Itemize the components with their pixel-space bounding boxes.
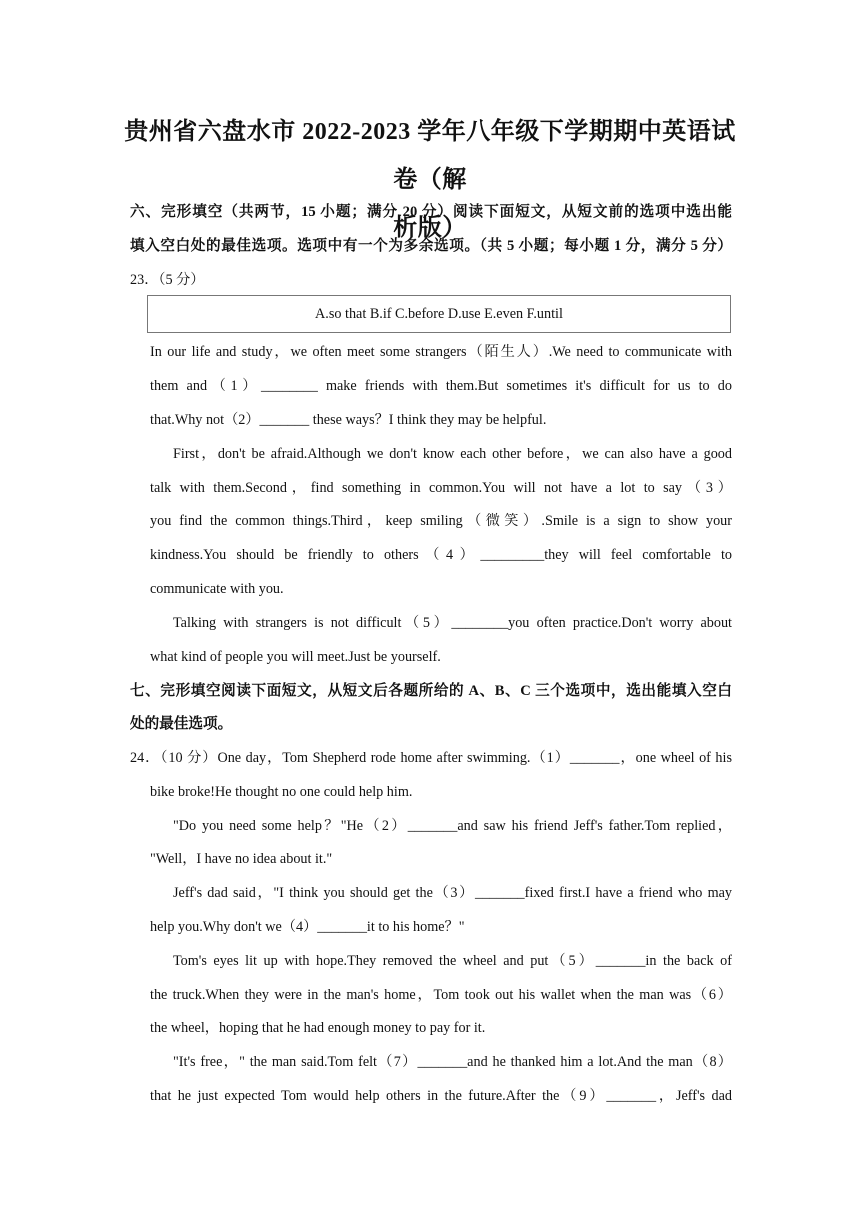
q23-line: In our life and study，we often meet some strangers（陌生人）.We need to communicate with — [150, 344, 732, 360]
q23-line: Talking with strangers is not difficult（5）________you often practice.Don't worry about — [173, 615, 732, 631]
q24-line: Tom's eyes lit up with hope.They removed the wheel and put（5）_______in the back of — [173, 953, 732, 969]
q24-line: 24．（10 分）One day，Tom Shepherd rode home after swimming.（1）_______，one wheel of his — [130, 750, 732, 766]
options-box: A.so that B.if C.before D.use E.even F.until — [147, 295, 731, 333]
q24-line: help you.Why don't we（4）_______it to his home？" — [150, 919, 465, 935]
q23-line: them and（1）________ make friends with them.But sometimes it's difficult for us to do — [150, 378, 732, 394]
question-23-number: 23．（5 分） — [130, 272, 205, 288]
q23-line: that.Why not（2）_______ these ways？I think they may be helpful. — [150, 412, 547, 428]
section-7-heading-line-2: 处的最佳选项。 — [130, 716, 233, 732]
q24-line: "Well，I have no idea about it." — [150, 851, 333, 867]
q23-line: what kind of people you will meet.Just be yourself. — [150, 649, 441, 665]
q24-line: that he just expected Tom would help others in the future.After the（9）_______，Jeff's dad — [150, 1088, 732, 1104]
document-title — [120, 108, 740, 252]
section-6-heading-line-2: 填入空白处的最佳选项。选项中有一个为多余选项。（共 5 小题；每小题 1 分，满分 5 分） — [130, 238, 732, 254]
q23-line: you find the common things.Third，keep smiling（微笑）.Smile is a sign to show your — [150, 513, 732, 529]
q23-line: First，don't be afraid.Although we don't know each other before，we can also have a good — [173, 446, 732, 462]
title-line-1: 贵州省六盘水市 2022-2023 学年八年级下学期期中英语试卷（解 — [124, 119, 736, 193]
q24-line: bike broke!He thought no one could help him. — [150, 784, 413, 800]
q23-line: kindness.You should be friendly to others（4）_________they will feel comfortable to — [150, 547, 732, 563]
section-6-heading-line-1: 六、完形填空（共两节，15 小题；满分 20 分）阅读下面短文，从短文前的选项中选出能 — [130, 204, 732, 220]
title-line-2: 析版） — [393, 215, 467, 241]
q23-line: communicate with you. — [150, 581, 284, 597]
q24-line: Jeff's dad said，"I think you should get the（3）_______fixed first.I have a friend who may — [173, 885, 732, 901]
q23-line: talk with them.Second，find something in common.You will not have a lot to say（3） — [150, 480, 732, 496]
q24-line: "It's free，" the man said.Tom felt（7）_______and he thanked him a lot.And the man（8） — [173, 1054, 732, 1070]
q24-line: the wheel，hoping that he had enough money to pay for it. — [150, 1020, 486, 1036]
q24-line: the truck.When they were in the man's home，Tom took out his wallet when the man was（6） — [150, 987, 732, 1003]
q24-line: "Do you need some help？"He（2）_______and saw his friend Jeff's father.Tom replied， — [173, 818, 732, 834]
section-7-heading-line-1: 七、完形填空阅读下面短文，从短文后各题所给的 A、B、C 三个选项中，选出能填入空白 — [130, 683, 732, 699]
